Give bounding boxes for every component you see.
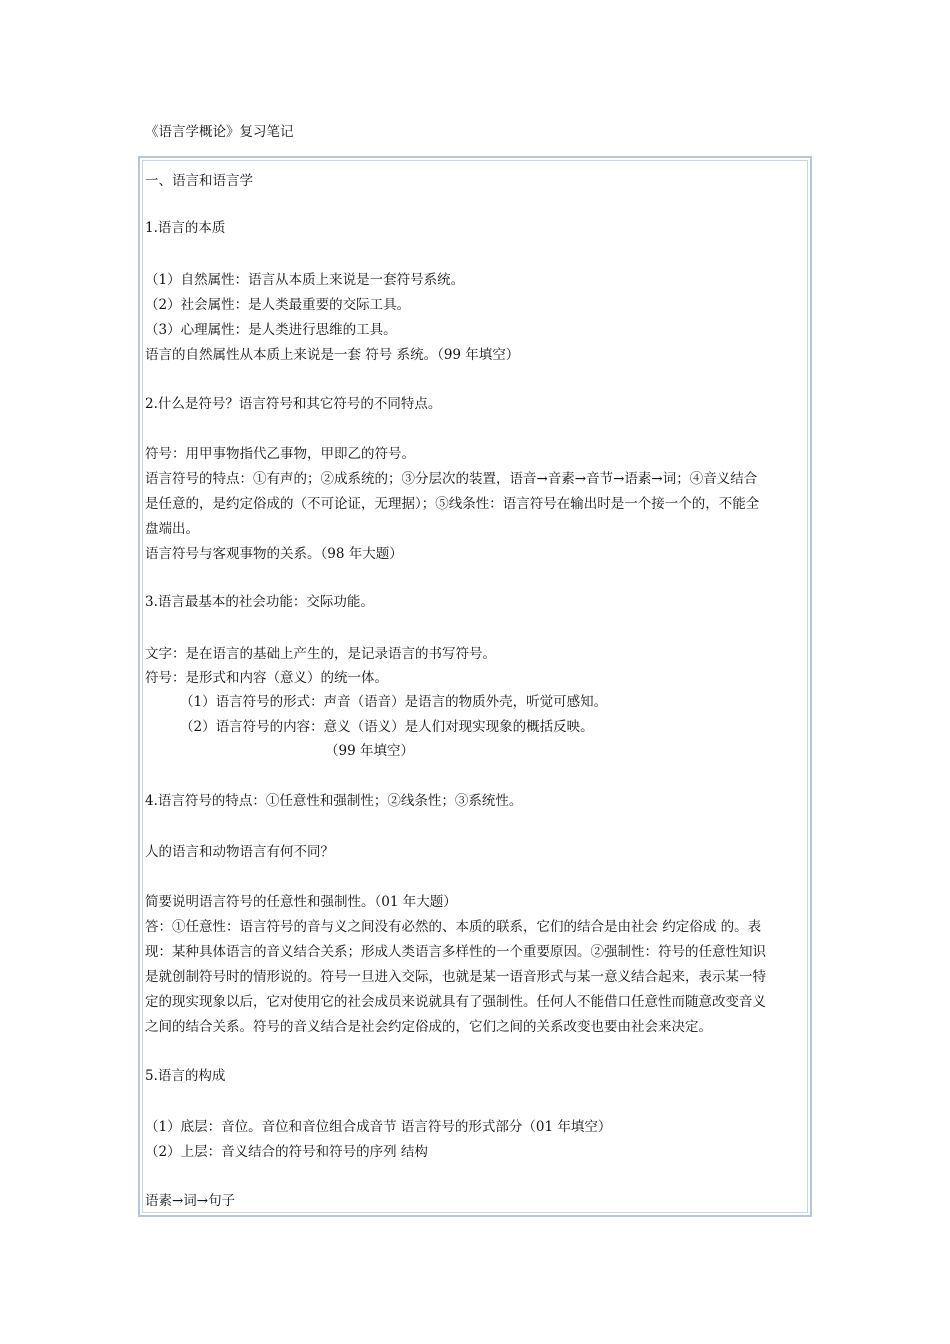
subsection-heading: 5.语言的构成: [145, 1068, 226, 1084]
text-line: （1）语言符号的形式：声音（语音）是语言的物质外壳，听觉可感知。: [180, 694, 608, 710]
text-line: 语言符号的特点：①有声的；②成系统的；③分层次的装置，语音→音素→音节→语素→词；④音义结合: [145, 471, 758, 487]
subsection-heading: 1.语言的本质: [145, 220, 226, 236]
text-line: 符号：是形式和内容（意义）的统一体。: [145, 670, 388, 686]
text-line: 定的现实现象以后，它对使用它的社会成员来说就具有了强制性。任何人不能借口任意性而随意改变音义: [145, 994, 766, 1010]
text-line: 现：某种具体语言的音义结合关系；形成人类语言多样性的一个重要原因。②强制性：符号的任意性知识: [145, 944, 766, 960]
text-line: 语言符号与客观事物的关系。（98 年大题）: [145, 546, 403, 562]
text-line: 语素→词→句子: [145, 1193, 236, 1209]
text-line: 是就创制符号时的情形说的。符号一旦进入交际，也就是某一语音形式与某一意义结合起来，表示某一特: [145, 969, 766, 985]
section-heading: 一、语言和语言学: [145, 173, 253, 189]
text-line: 文字：是在语言的基础上产生的，是记录语言的书写符号。: [145, 646, 496, 662]
document-title: 《语言学概论》复习笔记: [145, 124, 294, 140]
text-line: （2）上层：音义结合的符号和符号的序列 结构: [145, 1144, 428, 1160]
text-line: 盘端出。: [145, 521, 199, 537]
text-line: （1）自然属性：语言从本质上来说是一套符号系统。: [145, 272, 465, 288]
text-line: （2）社会属性：是人类最重要的交际工具。: [145, 297, 411, 313]
text-line: 简要说明语言符号的任意性和强制性。（01 年大题）: [145, 894, 457, 910]
subsection-heading: 4.语言符号的特点：①任意性和强制性；②线条性；③系统性。: [145, 793, 523, 809]
text-line: （3）心理属性：是人类进行思维的工具。: [145, 322, 397, 338]
text-line: 人的语言和动物语言有何不同？: [145, 844, 334, 860]
text-line: （2）语言符号的内容：意义（语义）是人们对现实现象的概括反映。: [180, 719, 594, 735]
text-line: （1）底层：音位。音位和音位组合成音节 语言符号的形式部分（01 年填空）: [145, 1119, 612, 1135]
text-line: 是任意的，是约定俗成的（不可论证，无理据）；⑤线条性：语言符号在输出时是一个接一个的，不能全: [145, 496, 760, 512]
subsection-heading: 3.语言最基本的社会功能：交际功能。: [145, 594, 374, 610]
text-line: 符号：用甲事物指代乙事物，甲即乙的符号。: [145, 446, 415, 462]
text-line: 之间的结合关系。符号的音义结合是社会约定俗成的，它们之间的关系改变也要由社会来决定。: [145, 1019, 712, 1035]
subsection-heading: 2.什么是符号？语言符号和其它符号的不同特点。: [145, 396, 442, 412]
text-line: 答：①任意性：语言符号的音与义之间没有必然的、本质的联系，它们的结合是由社会 约定俗成 的。表: [145, 919, 762, 935]
text-line: （99 年填空）: [325, 743, 414, 759]
text-line: 语言的自然属性从本质上来说是一套 符号 系统。（99 年填空）: [145, 347, 520, 363]
